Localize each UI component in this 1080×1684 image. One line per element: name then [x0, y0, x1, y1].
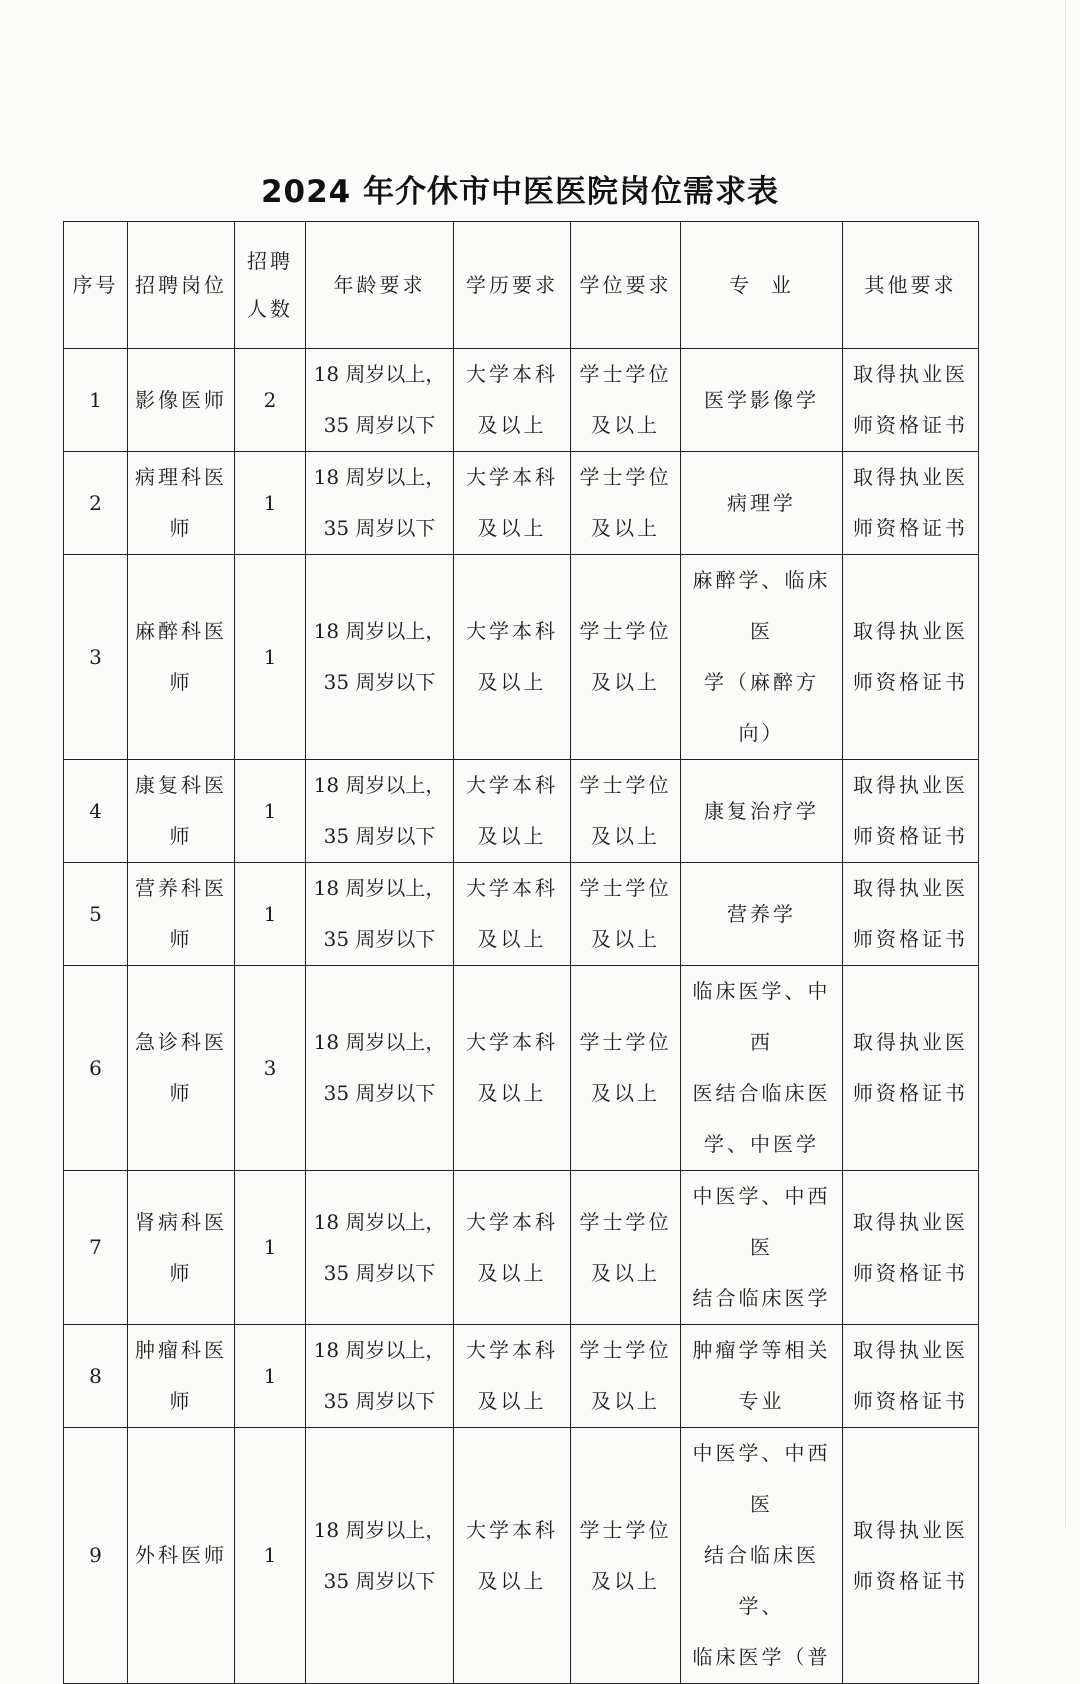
table-header-row [64, 222, 979, 349]
cell-count: 1 [235, 1171, 306, 1325]
cell-major-line: 临床医学、中西 [692, 979, 831, 1054]
cell-other [843, 1428, 979, 1684]
cell-degree [571, 760, 681, 863]
cell-education-line: 及以上 [477, 824, 547, 848]
cell-major-line: 康复治疗学 [704, 798, 819, 823]
header-count-line2: 人数 [247, 297, 293, 321]
cell-age-line: 35 周岁以下 [323, 1568, 436, 1593]
cell-major [681, 555, 843, 760]
cell-major [681, 349, 843, 452]
header-degree: 学位要求 [571, 222, 681, 349]
cell-age-line: 35 周岁以下 [323, 413, 436, 437]
cell-other-line: 取得执业医 [853, 1030, 968, 1054]
cell-other-line: 师资格证书 [853, 1081, 968, 1105]
cell-degree-line: 及以上 [591, 824, 660, 848]
cell-major [681, 452, 843, 555]
header-position: 招聘岗位 [128, 222, 235, 349]
cell-position [128, 452, 235, 555]
header-seq: 序号 [64, 222, 128, 349]
cell-age-line: 35 周岁以下 [323, 670, 436, 694]
cell-age-line: 35 周岁以下 [323, 927, 436, 951]
job-requirements-table [63, 221, 979, 1684]
cell-age-line: 18 周岁以上， [313, 619, 446, 643]
cell-other-line: 师资格证书 [853, 516, 968, 540]
cell-position-line: 师 [169, 1389, 193, 1413]
cell-major-line: 学（麻醉方向） [704, 670, 819, 745]
cell-position [128, 349, 235, 452]
cell-age-line: 18 周岁以上， [313, 1030, 446, 1054]
cell-age [306, 1171, 454, 1325]
cell-education-line: 大学本科 [466, 1030, 558, 1054]
cell-other [843, 452, 979, 555]
page-title: 2024 年介休市中医医院岗位需求表 [260, 174, 780, 210]
cell-degree [571, 1171, 681, 1325]
cell-position-line: 师 [169, 1081, 193, 1105]
cell-other-line: 取得执业医 [853, 1517, 968, 1542]
cell-age-line: 35 周岁以下 [323, 516, 436, 540]
cell-education [454, 863, 571, 966]
cell-major-line: 医学影像学 [704, 387, 819, 412]
cell-seq: 1 [64, 349, 128, 452]
cell-major-line: 麻醉学、临床医 [692, 568, 831, 643]
cell-other [843, 349, 979, 452]
cell-degree-line: 学士学位 [579, 1209, 672, 1234]
cell-education-line: 及以上 [477, 927, 547, 951]
cell-age-line: 35 周岁以下 [323, 824, 436, 848]
cell-degree-line: 及以上 [591, 1568, 660, 1593]
cell-other [843, 555, 979, 760]
cell-other [843, 1325, 979, 1428]
cell-other-line: 取得执业医 [853, 1338, 968, 1362]
cell-education [454, 1325, 571, 1428]
cell-major [681, 1171, 843, 1325]
cell-other [843, 966, 979, 1171]
cell-degree-line: 学士学位 [579, 619, 672, 643]
cell-other-line: 师资格证书 [853, 1260, 968, 1285]
cell-position-line: 病理科医 [135, 465, 227, 489]
cell-education-line: 及以上 [477, 1081, 547, 1105]
cell-count: 1 [235, 1325, 306, 1428]
cell-education-line: 及以上 [477, 413, 547, 437]
cell-degree-line: 及以上 [591, 670, 660, 694]
cell-education-line: 大学本科 [466, 362, 558, 386]
table-row [64, 349, 979, 452]
cell-education [454, 349, 571, 452]
cell-degree-line: 学士学位 [579, 876, 672, 900]
cell-count: 1 [235, 1428, 306, 1684]
cell-position [128, 760, 235, 863]
cell-position-line: 营养科医 [135, 876, 227, 900]
cell-age-line: 18 周岁以上， [313, 876, 446, 900]
cell-major [681, 1325, 843, 1428]
cell-age [306, 452, 454, 555]
cell-position-line: 康复科医 [135, 773, 227, 797]
cell-age [306, 1428, 454, 1684]
cell-major-line: 中医学、中西医 [692, 1184, 831, 1259]
cell-position-line: 麻醉科医 [135, 619, 227, 643]
cell-age [306, 863, 454, 966]
table-row [64, 863, 979, 966]
table-row [64, 1171, 979, 1325]
cell-major [681, 1428, 843, 1684]
cell-age-line: 18 周岁以上， [313, 1517, 446, 1542]
cell-major-line: 肿瘤学等相关 [692, 1338, 831, 1362]
cell-major-line: 病理学 [727, 490, 796, 515]
page-edge-line [1065, 0, 1066, 1527]
cell-count: 1 [235, 760, 306, 863]
cell-age [306, 1325, 454, 1428]
cell-count: 1 [235, 452, 306, 555]
cell-seq: 3 [64, 555, 128, 760]
header-count-line1: 招聘 [247, 249, 293, 273]
cell-major-line: 医结合临床医 [692, 1081, 831, 1105]
cell-other-line: 取得执业医 [853, 876, 968, 900]
cell-position-line: 外科医师 [135, 1543, 227, 1567]
header-age: 年龄要求 [306, 222, 454, 349]
table-row [64, 760, 979, 863]
header-count [235, 222, 306, 349]
cell-other-line: 取得执业医 [853, 619, 968, 643]
cell-other-line: 取得执业医 [853, 362, 968, 386]
table-row [64, 1325, 979, 1428]
cell-education-line: 大学本科 [466, 619, 558, 643]
cell-degree [571, 349, 681, 452]
cell-count: 2 [235, 349, 306, 452]
cell-other-line: 师资格证书 [853, 1568, 968, 1593]
table-body [64, 349, 979, 1684]
cell-age-line: 18 周岁以上， [313, 1338, 446, 1362]
header-major: 专 业 [681, 222, 843, 349]
cell-other-line: 师资格证书 [853, 927, 968, 951]
cell-education-line: 及以上 [477, 1260, 547, 1285]
cell-position-line: 急诊科医 [135, 1030, 227, 1054]
cell-degree [571, 863, 681, 966]
cell-degree-line: 及以上 [591, 516, 660, 540]
header-other: 其他要求 [843, 222, 979, 349]
cell-position-line: 师 [169, 927, 193, 951]
cell-degree [571, 452, 681, 555]
cell-education-line: 及以上 [477, 1389, 547, 1413]
cell-degree-line: 及以上 [591, 1260, 660, 1285]
cell-degree [571, 555, 681, 760]
cell-position-line: 影像医师 [135, 387, 227, 412]
cell-position [128, 1325, 235, 1428]
cell-count: 1 [235, 555, 306, 760]
cell-other-line: 师资格证书 [853, 413, 968, 437]
cell-position [128, 863, 235, 966]
cell-seq: 5 [64, 863, 128, 966]
cell-position-line: 师 [169, 670, 193, 694]
cell-degree [571, 1428, 681, 1684]
cell-degree-line: 学士学位 [579, 362, 672, 386]
cell-position-line: 师 [169, 824, 193, 848]
cell-degree-line: 学士学位 [579, 465, 672, 489]
cell-position-line: 肿瘤科医 [135, 1338, 227, 1362]
cell-education-line: 大学本科 [466, 1209, 558, 1234]
cell-seq: 9 [64, 1428, 128, 1684]
cell-major-line: 营养学 [727, 901, 796, 926]
cell-other-line: 取得执业医 [853, 465, 968, 489]
cell-degree-line: 学士学位 [579, 1517, 672, 1542]
cell-age-line: 35 周岁以下 [323, 1260, 436, 1285]
cell-education-line: 大学本科 [466, 773, 558, 797]
cell-position [128, 966, 235, 1171]
cell-seq: 7 [64, 1171, 128, 1325]
cell-other-line: 师资格证书 [853, 1389, 968, 1413]
cell-position [128, 1171, 235, 1325]
cell-education [454, 1171, 571, 1325]
cell-education-line: 大学本科 [466, 1338, 558, 1362]
cell-degree-line: 及以上 [591, 927, 660, 951]
cell-education [454, 555, 571, 760]
cell-age-line: 18 周岁以上， [313, 1209, 446, 1234]
cell-position [128, 1428, 235, 1684]
cell-other-line: 师资格证书 [853, 824, 968, 848]
cell-degree-line: 学士学位 [579, 773, 672, 797]
cell-degree-line: 学士学位 [579, 1338, 672, 1362]
cell-age-line: 18 周岁以上， [313, 465, 446, 489]
cell-education-line: 及以上 [477, 670, 547, 694]
table-row [64, 555, 979, 760]
cell-degree-line: 及以上 [591, 1081, 660, 1105]
cell-education [454, 966, 571, 1171]
cell-position-line: 师 [169, 1260, 193, 1285]
cell-other [843, 863, 979, 966]
cell-position-line: 师 [169, 516, 193, 540]
cell-other [843, 1171, 979, 1325]
cell-degree-line: 及以上 [591, 413, 660, 437]
cell-seq: 8 [64, 1325, 128, 1428]
cell-count: 3 [235, 966, 306, 1171]
cell-seq: 2 [64, 452, 128, 555]
cell-seq: 4 [64, 760, 128, 863]
cell-age [306, 966, 454, 1171]
table-row [64, 1428, 979, 1684]
cell-education-line: 及以上 [477, 516, 547, 540]
cell-age-line: 18 周岁以上， [313, 362, 446, 386]
cell-other-line: 师资格证书 [853, 670, 968, 694]
cell-age [306, 760, 454, 863]
cell-education [454, 1428, 571, 1684]
cell-major-line: 学、中医学 [704, 1132, 819, 1156]
table-row [64, 966, 979, 1171]
cell-degree [571, 1325, 681, 1428]
cell-position-line: 肾病科医 [135, 1209, 227, 1234]
cell-major-line: 专业 [738, 1389, 785, 1413]
cell-degree-line: 及以上 [591, 1389, 660, 1413]
header-education: 学历要求 [454, 222, 571, 349]
cell-education-line: 及以上 [477, 1568, 547, 1593]
cell-age [306, 349, 454, 452]
cell-major-line: 结合临床医学、 [704, 1543, 819, 1618]
cell-education-line: 大学本科 [466, 465, 558, 489]
cell-degree-line: 学士学位 [579, 1030, 672, 1054]
cell-age [306, 555, 454, 760]
cell-major-line: 临床医学（普 [692, 1645, 831, 1669]
cell-seq: 6 [64, 966, 128, 1171]
cell-other-line: 取得执业医 [853, 1209, 968, 1234]
cell-other-line: 取得执业医 [853, 773, 968, 797]
cell-other [843, 760, 979, 863]
cell-position [128, 555, 235, 760]
cell-count: 1 [235, 863, 306, 966]
cell-education [454, 452, 571, 555]
cell-major-line: 中医学、中西医 [692, 1441, 831, 1516]
cell-major [681, 863, 843, 966]
cell-major [681, 760, 843, 863]
cell-major [681, 966, 843, 1171]
cell-major-line: 结合临床医学 [692, 1286, 831, 1310]
cell-education-line: 大学本科 [466, 1517, 558, 1542]
cell-education-line: 大学本科 [466, 876, 558, 900]
cell-age-line: 35 周岁以下 [323, 1081, 436, 1105]
cell-age-line: 18 周岁以上， [313, 773, 446, 797]
table-row [64, 452, 979, 555]
cell-degree [571, 966, 681, 1171]
cell-age-line: 35 周岁以下 [323, 1389, 436, 1413]
cell-education [454, 760, 571, 863]
